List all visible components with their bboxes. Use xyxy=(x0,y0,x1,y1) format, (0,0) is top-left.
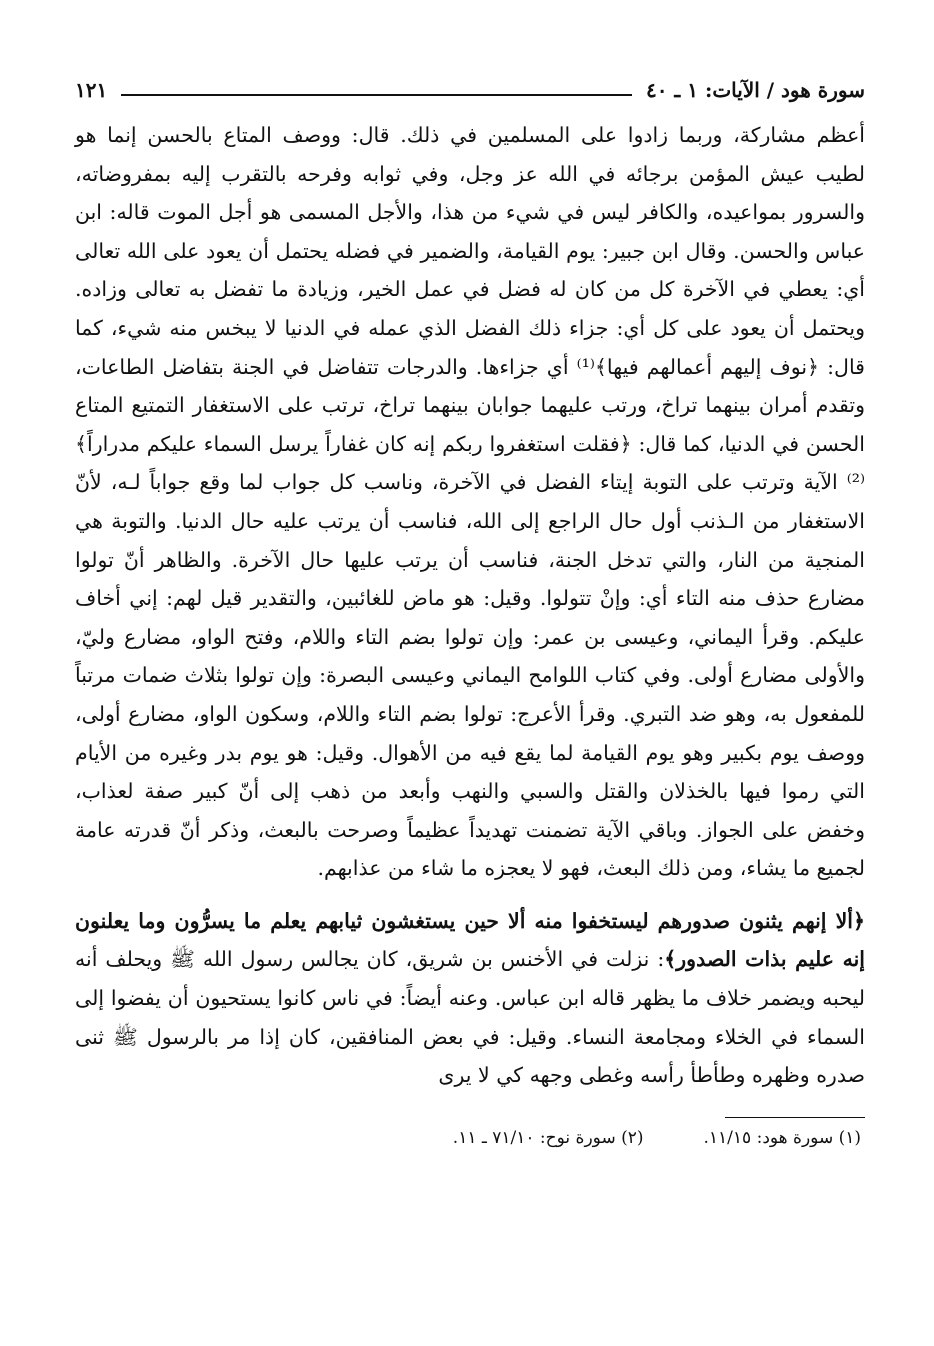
quran-verse: ﴿ألا إنهم يثنون صدورهم ليستخفوا منه ألا حين يستغشون ثيابهم يعلم ما يسرُّون وما يعلنون إنه عليم بذات الصدور﴾ xyxy=(75,908,866,972)
paragraph-verse-commentary xyxy=(75,902,865,1095)
footnote-1: (١) سورة هود: ١١/١٥. xyxy=(703,1127,861,1148)
page-number: ١٢١ xyxy=(75,78,108,102)
footnotes xyxy=(75,1128,865,1148)
body-text xyxy=(75,116,865,1095)
paragraph-commentary: أعظم مشاركة، وربما زادوا على المسلمين في ذلك. قال: ووصف المتاع بالحسن إنما هو لطيب عيش المؤمن برجائه في الله عز وجل، وفي ثوابه وفرحه بالتقرب إليه بمفروضاته، والسرور بمواعيده، والكافر ليس في شيء من هذا، والأجل المسمى هو أجل الموت قاله: ابن عباس والحسن. وقال ابن جبير: يوم القيامة، والضمير في فضله يحتمل أن يعود على الله تعالى أي: يعطي في الآخرة كل من كان له فضل في عمل الخير، وزيادة ما تفضل به تعالى وزاده. ويحتمل أن يعود على كل أي: جزاء ذلك الفضل الذي عمله في الدنيا لا يبخس منه شيء، كما قال: ﴿نوف إليهم أعمالهم فيها﴾⁽¹⁾ أي جزاءها. والدرجات تتفاضل في الجنة بتفاضل الطاعات، وتقدم أمران بينهما تراخ، ورتب عليهما جوابان بينهما تراخ، ترتب على الاستغفار التمتيع المتاع الحسن في الدنيا، كما قال: ﴿فقلت استغفروا ربكم إنه كان غفاراً يرسل السماء عليكم مدراراً﴾⁽²⁾ الآية وترتب على التوبة إيتاء الفضل في الآخرة، وناسب كل جواب لما وقع جواباً لـه، لأنّ الاستغفار من الـذنب أول حال الراجع إلى الله، فناسب أن يرتب عليه حال الدنيا. والتوبة هي المنجية من النار، والتي تدخل الجنة، فناسب أن يرتب عليها حال الآخرة. والظاهر أنّ تولوا مضارع حذف منه التاء أي: وإنْ تتولوا. وقيل: هو ماض للغائبين، والتقدير قيل لهم: إني أخاف عليكم. وقرأ اليماني، وعيسى بن عمر: وإن تولوا بضم التاء واللام، وفتح الواو، مضارع وليّ، والأولى مضارع أولى. وفي كتاب اللوامح اليماني وعيسى البصرة: وإن تولوا بثلاث ضمات مرتباً للمفعول به، وهو ضد التبري. وقرأ الأعرج: تولوا بضم التاء واللام، وسكون الواو، مضارع أولى، ووصف يوم بكبير وهو يوم القيامة لما يقع فيه من الأهوال. وقيل: هو يوم بدر وغيره من الأيام التي رموا فيها بالخذلان والقتل والسبي والنهب وأبعد من ذهب إلى أنّ كبير صفة لعذاب، وخفض على الجواز. وباقي الآية تضمنت تهديداً عظيماً وصرحت بالبعث، وذكر أنّ قدرته عامة لجميع ما يشاء، ومن ذلك البعث، فهو لا يعجزه ما شاء من عذابهم. xyxy=(75,123,865,881)
header-rule xyxy=(121,84,632,96)
footnote-2: (٢) سورة نوح: ٧١/١٠ ـ ١١. xyxy=(452,1127,644,1148)
verse-commentary: : نزلت في الأخنس بن شريق، كان يجالس رسول الله ﷺ ويحلف أنه ليحبه ويضمر خلاف ما يظهر قاله ابن عباس. وعنه أيضاً: في ناس كانوا يستحيون أن يفضوا إلى السماء في الخلاء ومجامعة النساء. وقيل: في بعض المنافقين، كان إذا مر بالرسول ﷺ ثنى صدره وظهره وطأطأ رأسه وغطى وجهه كي لا يرى xyxy=(75,947,865,1088)
document-page xyxy=(75,70,865,1148)
page-header xyxy=(75,70,865,110)
surah-title: سورة هود / الآيات: ١ ـ ٤٠ xyxy=(645,78,865,102)
footnote-separator xyxy=(725,1117,865,1118)
